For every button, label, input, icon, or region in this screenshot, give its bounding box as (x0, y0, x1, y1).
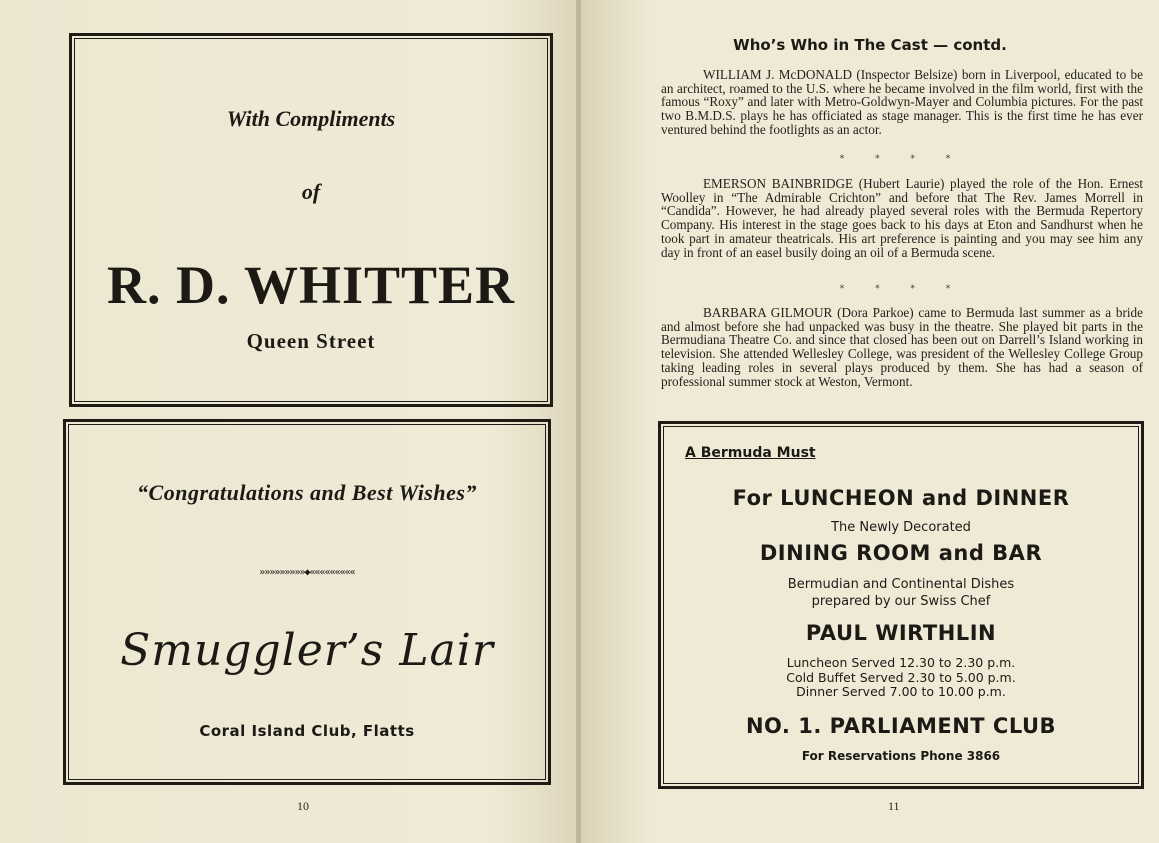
dishes-line: Bermudian and Continental Dishes (787, 577, 1015, 592)
compliments-text: With Compliments (226, 106, 396, 131)
bio-text: EMERSON BAINBRIDGE (Hubert Laurie) played the role of the Hon. Ernest Woolley in “The Admirable Crichton” and before that The Rev. James Morrell in “Candida”. However, he had already played several roles with the Bermuda Repertory Company. His interest in the stage goes back to his days at Eton and Sandhurst when he took part in amateur theatricals. His art preference is painting and you may see him any day in front of an easel busily doing an oil of a Bermuda scene. (661, 176, 1143, 260)
bio-mcdonald (661, 68, 1143, 137)
hours-line: Luncheon Served 12.30 to 2.30 p.m. (786, 655, 1016, 670)
hours-line: Cold Buffet Served 2.30 to 5.00 p.m. (786, 669, 1016, 685)
cast-section-title: Who’s Who in The Cast — contd. (733, 36, 1007, 54)
separator-stars: * * * * (839, 154, 965, 164)
newly-decorated-text: The Newly Decorated (831, 520, 971, 535)
congratulations-text: “Congratulations and Best Wishes” (137, 480, 477, 505)
reservations-phone: For Reservations Phone 3866 (801, 749, 1001, 763)
whitter-street: Queen Street (246, 329, 376, 353)
hours-line: Dinner Served 7.00 to 10.00 p.m. (796, 684, 1006, 699)
smugglers-lair-advertisement (63, 419, 551, 785)
dining-room-headline: DINING ROOM and BAR (759, 541, 1043, 565)
dishes-text (661, 576, 1141, 610)
smugglers-lair-logo: Smuggler’s Lair (120, 625, 494, 676)
page-number-left: 10 (297, 799, 309, 813)
parliament-club-advertisement (658, 421, 1144, 789)
bio-gilmour (661, 306, 1143, 388)
left-page (0, 0, 578, 843)
page-number-right: 11 (888, 799, 900, 813)
smugglers-location: Coral Island Club, Flatts (199, 722, 415, 740)
bio-text: BARBARA GILMOUR (Dora Parkoe) came to Bermuda last summer as a bride and almost before she had unpacked was busy in the theatre. She played bit parts in the Bermudiana Theatre Co. and since that closed has been out on Darrell’s Island working in television. She attended Wellesley College, was president of the Wellesley College Group taking leading roles in several plays produced by them. She has had a season of professional summer stock at Weston, Vermont. (661, 305, 1143, 389)
right-page (581, 0, 1159, 843)
separator-stars: * * * * (839, 284, 965, 294)
bio-text: WILLIAM J. McDONALD (Inspector Belsize) born in Liverpool, educated to be an architect, roamed to the U.S. where he became involved in the film world, first with the famous “Roxy” and later with Metro-Goldwyn-Mayer and Columbia pictures. For the past two B.M.D.S. plays he has officiated as stage manager. This is the first time he has ever ventured behind the footlights as an actor. (661, 67, 1143, 137)
of-text: of (301, 179, 321, 204)
chef-name: PAUL WIRTHLIN (805, 621, 997, 645)
parliament-club-name: NO. 1. PARLIAMENT CLUB (745, 714, 1057, 738)
luncheon-dinner-headline: For LUNCHEON and DINNER (732, 486, 1070, 510)
serving-hours (661, 656, 1141, 700)
whitter-name: R. D. WHITTER (106, 255, 516, 315)
bio-bainbridge (661, 177, 1143, 259)
bermuda-must-tag: A Bermuda Must (685, 445, 816, 461)
chef-line: prepared by our Swiss Chef (811, 594, 991, 609)
ornament-divider: »»»»»»»»»◆««««««««« (259, 567, 355, 578)
whitter-advertisement (69, 33, 553, 407)
